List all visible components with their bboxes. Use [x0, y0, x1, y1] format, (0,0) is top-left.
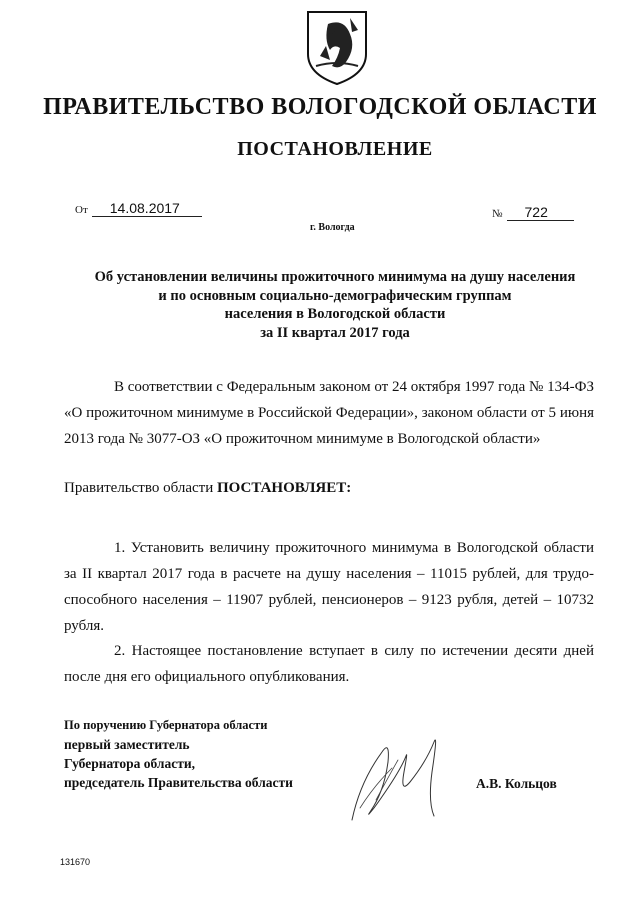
- signatory-line: первый заместитель: [64, 737, 190, 752]
- item-1-paragraph: 1. Установить величину прожиточного минимума в Вологодской области за II квартал 2017 года в расчете на душу населения – 11015 рублей, для трудо-способного населения – 11907 рублей, пенсионеров – 9123 рубля, детей – 10732 рубля.: [64, 540, 594, 634]
- document-type: ПОСТАНОВЛЕНИЕ: [237, 138, 433, 160]
- signatory-line: По поручению Губернатора области: [64, 718, 268, 732]
- signatory-line: Губернатора области,: [64, 756, 195, 771]
- signatory-name: А.В. Кольцов: [476, 776, 557, 791]
- coat-of-arms-emblem: [300, 0, 374, 88]
- item-2-paragraph: 2. Настоящее постановление вступает в силу по истечении десяти дней после дня его официального опубликования.: [64, 643, 594, 685]
- serial-number: 131670: [60, 857, 91, 867]
- subject-line: и по основным социально-демографическим группам: [158, 287, 512, 304]
- document-subject: [60, 268, 610, 342]
- date-field: [75, 200, 202, 218]
- handwritten-signature: [330, 712, 470, 832]
- number-prefix: №: [492, 208, 503, 220]
- signatory-line: председатель Правительства области: [64, 775, 293, 790]
- government-title: ПРАВИТЕЛЬСТВО ВОЛОГОДСКОЙ ОБЛАСТИ: [43, 94, 597, 120]
- preamble-paragraph: В соответствии с Федеральным законом от 24 октября 1997 года № 134-ФЗ «О прожиточном минимуме в Российской Федерации», законом области от 5 июня 2013 года № 3077-ОЗ «О прожиточном минимуме в Вологодской области»: [64, 379, 594, 447]
- signatory-title: [64, 716, 293, 792]
- date-value: 14.08.2017: [92, 200, 202, 217]
- date-prefix: От: [75, 204, 88, 216]
- number-value: 722: [507, 204, 574, 221]
- subject-line: населения в Вологодской области: [224, 306, 446, 322]
- number-field: [492, 204, 574, 222]
- resolve-line: [64, 480, 351, 497]
- subject-line: за II квартал 2017 года: [260, 324, 410, 341]
- city-label: г. Вологда: [310, 222, 355, 233]
- resolve-word: ПОСТАНОВЛЯЕТ:: [216, 480, 352, 496]
- subject-line: Об установлении величины прожиточного минимума на душу населения: [94, 269, 576, 285]
- resolve-prefix: Правительство области: [64, 480, 214, 496]
